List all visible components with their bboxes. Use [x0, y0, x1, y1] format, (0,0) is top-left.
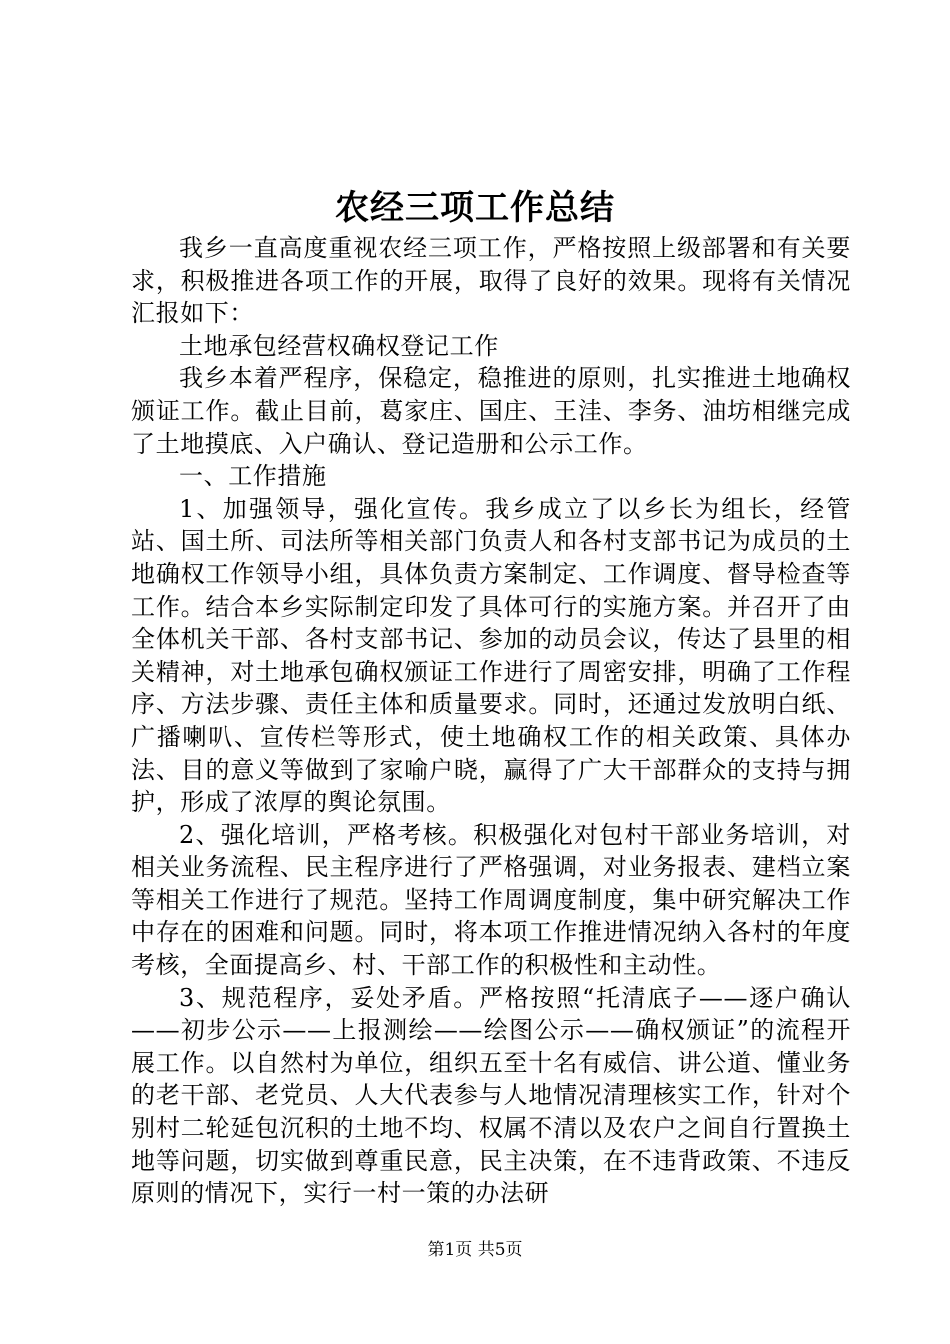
measure-1-paragraph: 1、加强领导，强化宣传。我乡成立了以乡长为组长，经管站、国土所、司法所等相关部门负责人和各村支部书记为成员的土地确权工作领导小组，具体负责方案制定、工作调度、督导检查等工作。结合本乡实际制定印发了具体可行的实施方案。并召开了由全体机关干部、各村支部书记、参加的动员会议，传达了县里的相关精神，对土地承包确权颁证工作进行了周密安排，明确了工作程序、方法步骤、责任主体和质量要求。同时，还通过发放明白纸、广播喇叭、宣传栏等形式，使土地确权工作的相关政策、具体办法、目的意义等做到了家喻户晓，赢得了广大干部群众的支持与拥护，形成了浓厚的舆论氛围。	[131, 494, 851, 817]
page-number: 第1页 共5页	[427, 1240, 523, 1260]
document-title: 农经三项工作总结	[335, 188, 615, 228]
section-heading-measures: 一、工作措施	[179, 462, 327, 491]
measure-3-paragraph: 3、规范程序，妥处矛盾。严格按照“托清底子——逐户确认——初步公示——上报测绘——绘图公示——确权颁证”的流程开展工作。以自然村为单位，组织五至十名有威信、讲公道、懂业务的老干部、老党员、人大代表参与人地情况清理核实工作，针对个别村二轮延包沉积的土地不均、权属不清以及农户之间自行置换土地等问题，切实做到尊重民意，民主决策，在不违背政策、不违反原则的情况下，实行一村一策的办法研	[131, 983, 851, 1208]
document-body	[131, 232, 851, 1210]
intro-paragraph: 我乡一直高度重视农经三项工作，严格按照上级部署和有关要求，积极推进各项工作的开展，取得了良好的效果。现将有关情况汇报如下：	[131, 234, 851, 328]
land-rights-paragraph: 我乡本着严程序，保稳定，稳推进的原则，扎实推进土地确权颁证工作。截止目前，葛家庄、国庄、王洼、李务、油坊相继完成了土地摸底、入户确认、登记造册和公示工作。	[131, 364, 851, 458]
measure-2-paragraph: 2、强化培训，严格考核。积极强化对包村干部业务培训，对相关业务流程、民主程序进行了严格强调，对业务报表、建档立案等相关工作进行了规范。坚持工作周调度制度，集中研究解决工作中存在的困难和问题。同时，将本项工作推进情况纳入各村的年度考核，全面提高乡、村、干部工作的积极性和主动性。	[131, 820, 851, 980]
section-heading-land-rights: 土地承包经营权确权登记工作	[179, 331, 499, 360]
